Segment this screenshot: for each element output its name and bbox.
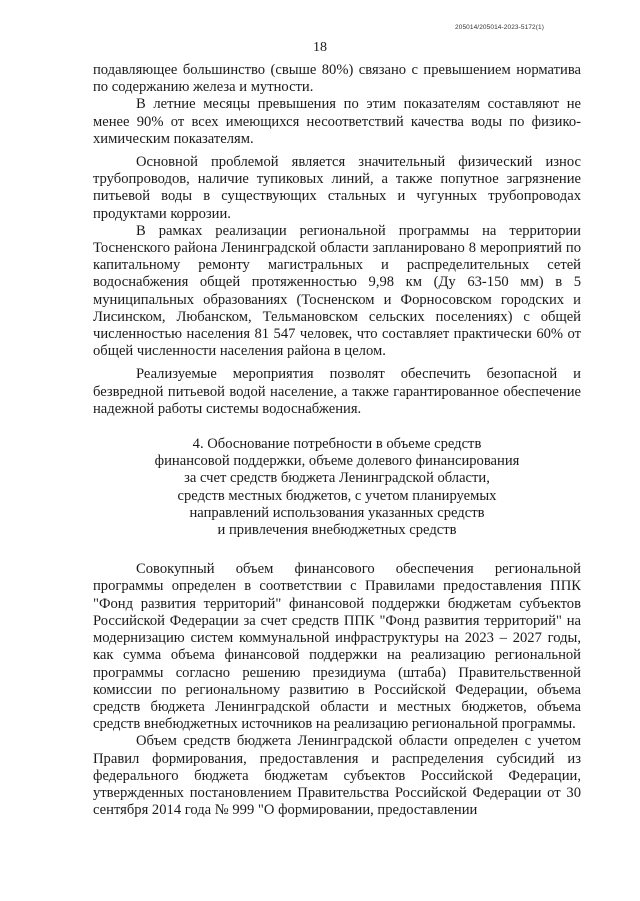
heading-line: средств местных бюджетов, с учетом планируемых (177, 487, 497, 504)
page-number: 18 (313, 40, 327, 55)
heading-line: за счет средств бюджета Ленинградской области, (184, 470, 490, 487)
section-heading (93, 436, 581, 539)
paragraph: Совокупный объем финансового обеспечения региональной программы определен в соответствии с Правилами предоставления ППК "Фонд развития территорий" финансовой поддержки бюджетам субъектов Российской Федерации за счет средств ППК "Фонд развития территорий" на модернизацию систем коммунальной инфраструктуры на 2023 – 2027 годы, как сумма объема финансовой поддержки на реализацию региональной программы согласно решению президиума (штаба) Правительственной комиссии по региональному развитию в Российской Федерации, объема средств бюджета Ленинградской области и местных бюджетов, объема средств внебюджетных источников на реализацию региональной программы. (93, 561, 581, 733)
paragraph: Объем средств бюджета Ленинградской области определен с учетом Правил формирования, предоставления и распределения субсидий из федерального бюджета бюджетам субъектов Российской Федерации, утвержденных постановлением Правительства Российской Федерации от 30 сентября 2014 года № 999 "О формировании, предоставлении (93, 733, 581, 819)
document-body (93, 62, 581, 819)
paragraph-continuation: подавляющее большинство (свыше 80%) связано с превышением норматива по содержанию железа и мутности. (93, 62, 581, 96)
paragraph: Реализуемые мероприятия позволят обеспечить безопасной и безвредной питьевой водой население, а также гарантированное обеспечение надежной работы системы водоснабжения. (93, 366, 581, 417)
paragraph: Основной проблемой является значительный физический износ трубопроводов, наличие тупиковых линий, а также попутное загрязнение питьевой воды в существующих стальных и чугунных трубопроводах продуктами коррозии. (93, 154, 581, 222)
paragraph: В летние месяцы превышения по этим показателям составляют не менее 90% от всех имеющихся несоответствий качества воды по физико-химическим показателям. (93, 96, 581, 147)
heading-line: и привлечения внебюджетных средств (217, 522, 457, 539)
heading-line: 4. Обоснование потребности в объеме средств (192, 436, 482, 453)
document-id: 205014/205014-2023-5172(1) (455, 24, 544, 31)
paragraph: В рамках реализации региональной программы на территории Тосненского района Ленинградской области запланировано 8 мероприятий по капитальному ремонту магистральных и распределительных сетей водоснабжения общей протяженностью 9,98 км (Ду 63-150 мм) в 5 муниципальных образованиях (Тосненском и Форносовском городских и Лисинском, Любанском, Тельмановском сельских поселениях) с общей численностью населения 81 547 человек, что составляет практически 60% от общей численности населения района в целом. (93, 222, 581, 360)
heading-line: направлений использования указанных средств (189, 504, 485, 521)
heading-line: финансовой поддержки, объеме долевого финансирования (154, 453, 520, 470)
